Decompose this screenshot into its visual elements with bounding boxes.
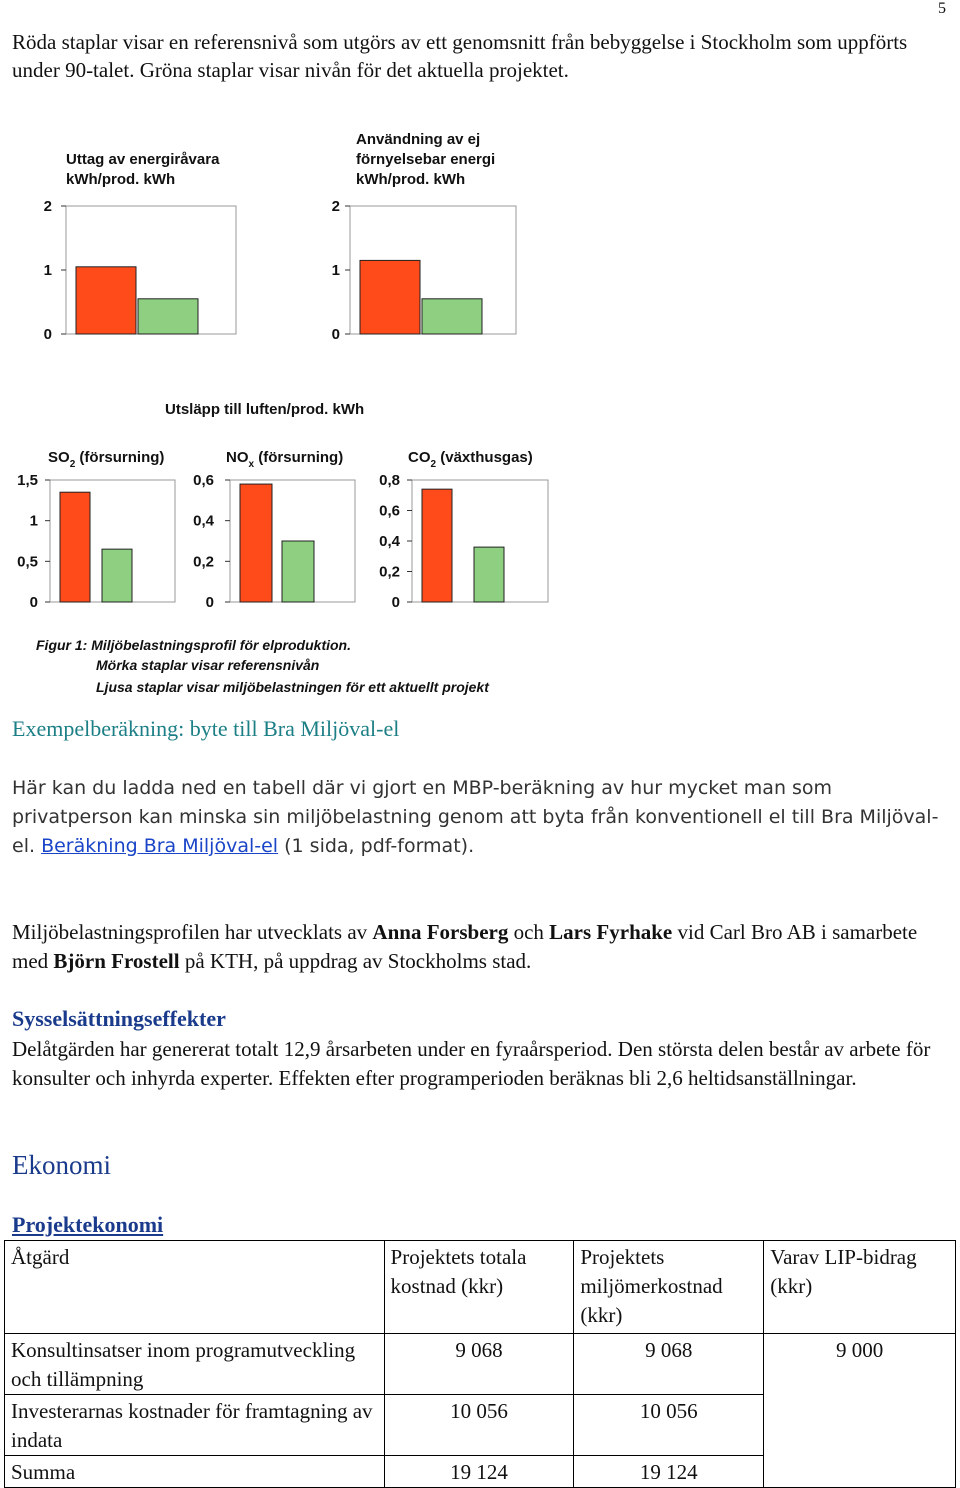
reference-bar — [76, 267, 136, 334]
table-cell: 10 056 — [384, 1395, 574, 1456]
employment-paragraph: Delåtgärden har genererat totalt 12,9 årsarbeten under en fyraårsperiod. Den största delen består av arbete för konsulter och inhyrda experter. Effekten efter programperioden beräknas bli 2,6 heltidsanställningar. — [12, 1037, 931, 1090]
credits-text: på KTH, på uppdrag av Stockholms stad. — [179, 949, 532, 973]
y-tick-label: 1 — [29, 512, 38, 530]
y-tick-label: 0 — [29, 594, 38, 611]
project-bar — [102, 549, 132, 602]
y-tick-label: 0,4 — [379, 533, 400, 550]
chart2-title-line2: förnyelsebar energi — [356, 151, 496, 168]
project-bar — [282, 541, 314, 602]
table-cell — [764, 1456, 956, 1488]
y-tick-label: 0,2 — [379, 563, 400, 581]
y-tick-label: 0 — [205, 594, 214, 611]
table-cell: 19 124 — [574, 1456, 764, 1488]
table-row — [5, 1395, 956, 1456]
y-tick-label: 0,4 — [193, 512, 214, 530]
economy-heading: Ekonomi — [12, 1150, 111, 1180]
table-header-row — [5, 1241, 956, 1334]
table-cell: 9 068 — [384, 1334, 574, 1395]
example-text-suffix: (1 sida, pdf-format). — [278, 835, 475, 857]
credits-paragraph — [12, 918, 942, 976]
y-tick-label: 0,6 — [379, 502, 400, 520]
reference-bar — [240, 484, 272, 602]
chart2-title-line1: Användning av ej — [356, 131, 481, 148]
figure-caption-line1: Figur 1: Miljöbelastningsprofil för elproduktion. — [36, 637, 351, 653]
y-tick-label: 0 — [43, 326, 52, 343]
credit-name: Lars Fyrhake — [549, 920, 673, 944]
figure-environmental-profile — [0, 120, 960, 710]
table-cell — [764, 1395, 956, 1456]
table-cell: Konsultinsatser inom programutveckling och tillämpning — [5, 1334, 385, 1395]
example-heading: Exempelberäkning: byte till Bra Miljöval-el — [12, 716, 400, 741]
credits-text: vid Carl Bro AB i samarbete med — [12, 920, 918, 973]
project-economy-table — [4, 1240, 956, 1488]
table-cell: 9 000 — [764, 1334, 956, 1395]
table-cell: 19 124 — [384, 1456, 574, 1488]
table-cell: Summa — [5, 1456, 385, 1488]
y-tick-label: 0,5 — [17, 553, 38, 571]
y-tick-label: 2 — [43, 198, 52, 215]
reference-bar — [360, 260, 420, 334]
chart5-title: $CO_2$ (växthusgas) — [408, 449, 533, 470]
charts-svg — [0, 120, 960, 710]
project-economy-heading: Projektekonomi — [12, 1212, 164, 1237]
y-tick-label: 0,2 — [193, 553, 214, 571]
employment-heading: Sysselsättningseffekter — [12, 1006, 226, 1031]
chart1-unit: kWh/prod. kWh — [66, 171, 176, 188]
credit-name: Anna Forsberg — [372, 920, 509, 944]
table-cell: 9 068 — [574, 1334, 764, 1395]
project-bar — [474, 547, 504, 602]
page-number: 5 — [938, 0, 946, 17]
project-bar — [422, 299, 482, 334]
table-header: Åtgärd — [5, 1241, 385, 1334]
y-tick-label: 0 — [331, 326, 340, 343]
figure-caption-line3: Ljusa staplar visar miljöbelastningen för ett aktuellt projekt — [96, 679, 489, 695]
table-header: Projektets totala kostnad (kkr) — [384, 1241, 574, 1334]
chart4-title: $NO_x$ (försurning) — [226, 449, 344, 470]
project-bar — [138, 299, 198, 334]
reference-bar — [60, 492, 90, 602]
example-paragraph — [12, 774, 942, 861]
chart2-unit: kWh/prod. kWh — [356, 171, 466, 188]
y-tick-label: 0 — [391, 594, 400, 611]
emissions-title: Utsläpp till luften/prod. kWh — [165, 401, 365, 418]
y-tick-label: 0,6 — [193, 472, 214, 489]
table-cell: 10 056 — [574, 1395, 764, 1456]
table-header: Projektets miljömerkostnad (kkr) — [574, 1241, 764, 1334]
y-tick-label: 0,8 — [379, 472, 400, 489]
y-tick-label: 1 — [331, 262, 340, 279]
y-tick-label: 2 — [331, 198, 340, 215]
table-row — [5, 1334, 956, 1395]
calculation-pdf-link[interactable]: Beräkning Bra Miljöval-el — [41, 835, 279, 857]
y-tick-label: 1,5 — [17, 472, 38, 489]
table-cell: Investerarnas kostnader för framtagning av indata — [5, 1395, 385, 1456]
reference-bar — [422, 489, 452, 602]
example-text: Här kan du ladda ned en tabell där vi gjort en MBP-beräkning av hur mycket man som privatperson kan minska sin miljöbelastning genom att byta från konventionell el till Bra Miljöval-el. — [12, 777, 939, 857]
y-tick-label: 1 — [43, 262, 52, 279]
table-row — [5, 1456, 956, 1488]
credit-name: Björn Frostell — [53, 949, 180, 973]
chart3-title: $SO_2$ (försurning) — [48, 449, 165, 470]
credits-text: och — [508, 920, 550, 944]
credits-text: Miljöbelastningsprofilen har utvecklats av — [12, 920, 373, 944]
intro-text: Röda staplar visar en referensnivå som utgörs av ett genomsnitt från bebyggelse i Stockholm som uppförts under 90-talet. Gröna staplar visar nivån för det aktuella projektet. — [12, 30, 908, 82]
table-header: Varav LIP-bidrag (kkr) — [764, 1241, 956, 1334]
chart1-title: Uttag av energiråvara — [66, 151, 220, 168]
figure-caption-line2: Mörka staplar visar referensnivån — [96, 657, 320, 673]
